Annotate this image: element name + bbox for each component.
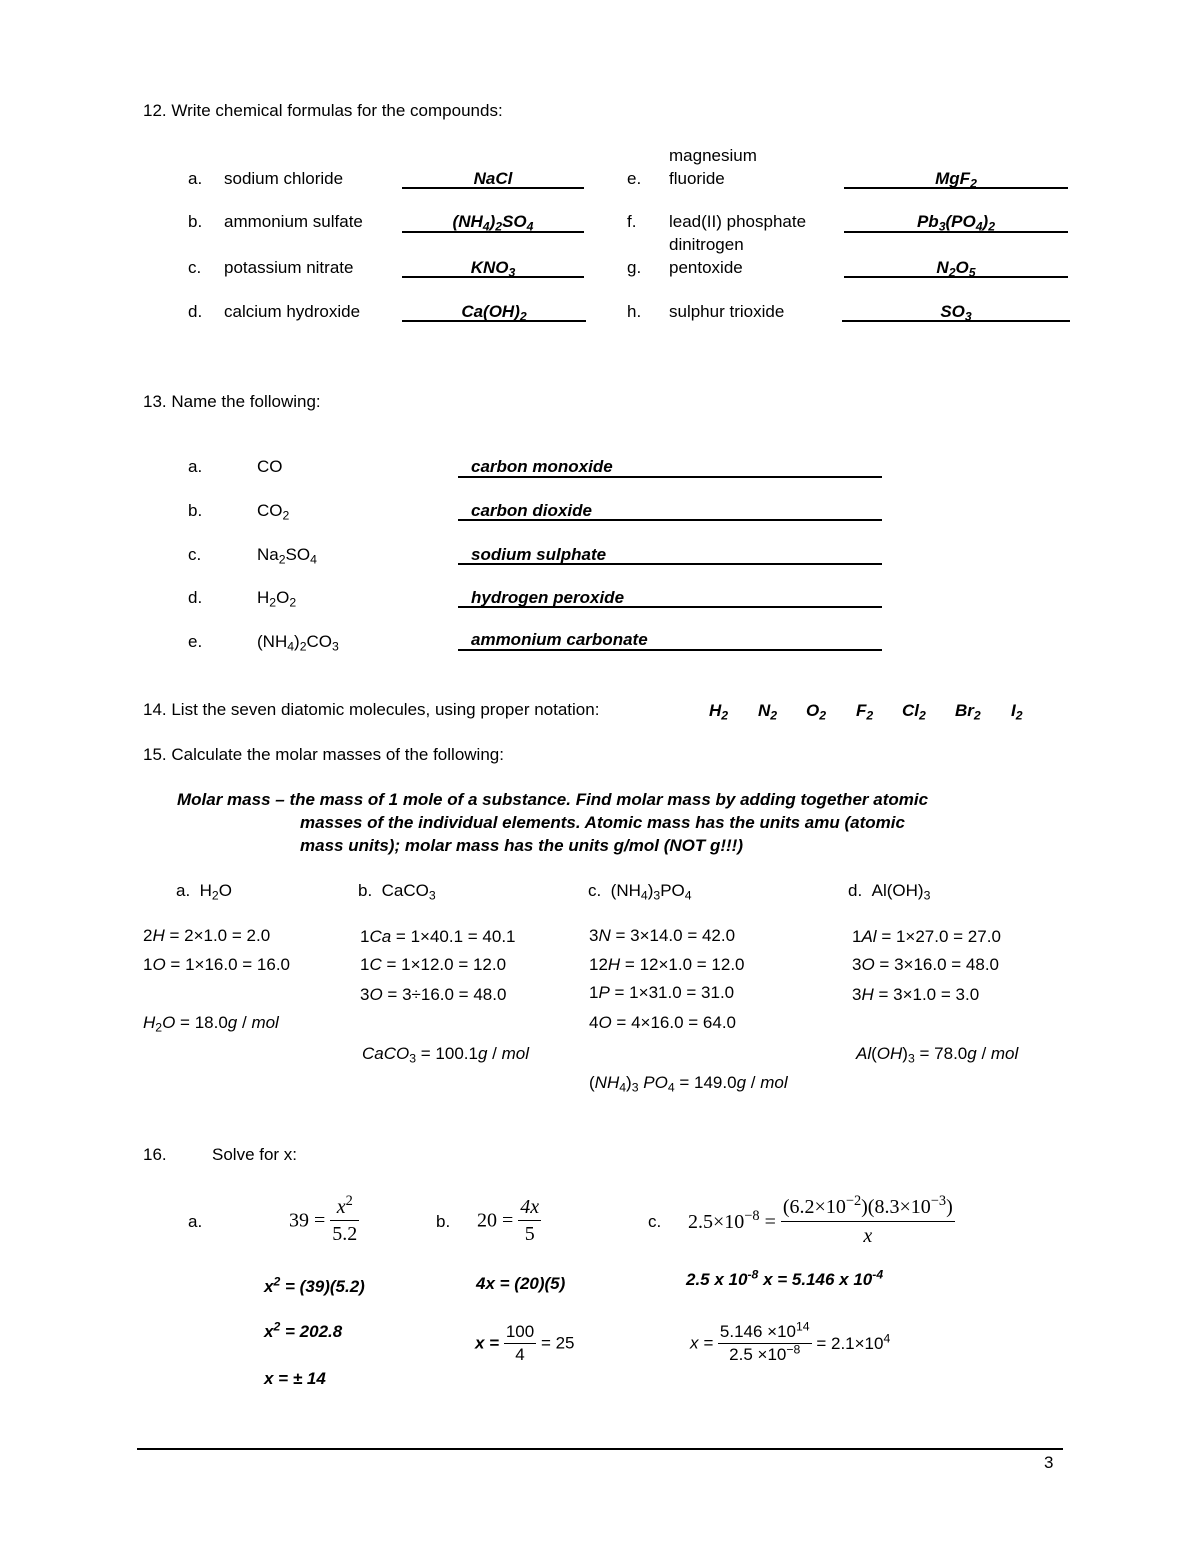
q15-a-total: $H_2O = 18.0g$ / mol: [143, 1013, 279, 1035]
q12-c-answer: $KNO_3$: [470, 258, 516, 280]
q16-a-step: $x^2 = 202.8$: [264, 1319, 343, 1341]
q12-c-letter: c.: [188, 258, 202, 277]
q13-b-formula: $CO_2$: [257, 501, 290, 523]
q12-a-answer: NaCl: [473, 169, 513, 188]
q14-molecule-o2: $O_2$: [806, 701, 827, 723]
q13-e-answer: ammonium carbonate: [471, 630, 648, 649]
q13-c-formula: $Na_2SO_4$: [257, 545, 317, 567]
q15-b-line: 1Ca = 1×40.1 = 40.1: [360, 927, 516, 946]
q15-c-header: c. $(NH_4)_3PO_4$: [588, 881, 692, 903]
q14-molecule-cl2: $Cl_2$: [902, 701, 926, 723]
q15-d-line: 1Al = 1×27.0 = 27.0: [852, 927, 1001, 946]
q15-d-header: d. $Al(OH)_3$: [848, 881, 931, 903]
page-number: 3: [1044, 1453, 1054, 1472]
q15-b-line: 1C = 1×12.0 = 12.0: [360, 955, 507, 974]
q12-e-answer: MgF$_2$: [935, 169, 977, 191]
q14-molecule-i2: $I_2$: [1011, 701, 1023, 723]
answer-line: [458, 649, 882, 651]
q15-d-total: $Al(OH)_3 = 78.0g$ / mol: [856, 1044, 1019, 1066]
q16-heading: Solve for x:: [212, 1145, 298, 1164]
answer-line: [402, 320, 586, 322]
q15-a-line: 2H = 2×1.0 = 2.0: [143, 926, 271, 945]
q16-b-label: b.: [436, 1212, 451, 1231]
q16-c-step2: x = $\frac{5.146 \times 10^{14}}{2.5 \times 10^{-8}}$ = $2.1\times 10^4$: [690, 1319, 891, 1364]
q12-g-answer: $N_2O_5$: [936, 258, 976, 280]
q13-b-letter: b.: [188, 501, 203, 520]
answer-line: [844, 187, 1068, 189]
answer-line: [458, 519, 882, 521]
q15-d-line: 3H = 3×1.0 = 3.0: [852, 985, 980, 1004]
q16-c-label: c.: [648, 1212, 662, 1231]
answer-line: [842, 320, 1070, 322]
q12-f-letter: f.: [627, 212, 637, 231]
q12-f-answer: $Pb_3(PO_4)_2$: [916, 212, 996, 234]
q13-a-letter: a.: [188, 457, 203, 476]
footer-rule: [137, 1448, 1063, 1450]
answer-line: [458, 476, 882, 478]
q12-h-name: sulphur trioxide: [669, 302, 785, 321]
q12-g-name-line1: dinitrogen: [669, 235, 744, 254]
q13-a-formula: CO: [257, 457, 283, 476]
q15-c-line: 4O = 4×16.0 = 64.0: [589, 1013, 737, 1032]
q16-b-equation: 20 = $\frac{4x}{5}$: [477, 1196, 540, 1245]
q15-b-total: CaCO$_3$ = 100.1g / mol: [362, 1044, 530, 1066]
q12-g-letter: g.: [627, 258, 642, 277]
q12-b-answer: $(NH_4)_2SO_4$: [452, 212, 534, 234]
q15-a-line: 1O = 1×16.0 = 16.0: [143, 955, 291, 974]
q16-c-step: 2.5 x $10^{-8}$ x = 5.146 x $10^{-4}$: [686, 1267, 884, 1289]
q12-a-name: sodium chloride: [224, 169, 344, 188]
q16-b-step2: x = $\frac{100}{4}$ = 25: [475, 1322, 575, 1364]
q12-d-letter: d.: [188, 302, 203, 321]
q13-b-answer: carbon dioxide: [471, 501, 592, 520]
q13-d-answer: hydrogen peroxide: [471, 588, 625, 607]
q12-d-answer: $Ca(OH)_2$: [461, 302, 527, 324]
q16-a-equation: 39 = $\frac{x^2}{5.2}$: [289, 1193, 358, 1245]
q12-e-letter: e.: [627, 169, 642, 188]
q14-molecule-n2: $N_2$: [758, 701, 778, 723]
answer-line: [402, 231, 584, 233]
answer-line: [402, 276, 584, 278]
q15-definition-line3: mass units); molar mass has the units g/mol (NOT g!!!): [300, 836, 743, 855]
q16-a-step: $x^2 = (39)(5.2)$: [264, 1274, 365, 1296]
q13-a-answer: carbon monoxide: [471, 457, 613, 476]
q12-heading: 12. Write chemical formulas for the compounds:: [143, 101, 503, 120]
q12-h-letter: h.: [627, 302, 642, 321]
q13-heading: 13. Name the following:: [143, 392, 321, 411]
q15-c-total: $(NH_4)_3$ $PO_4 = 149.0g$ / mol: [589, 1073, 788, 1095]
q16-a-step: x = ± 14: [264, 1369, 326, 1388]
q15-c-line: 3N = 3×14.0 = 42.0: [589, 926, 736, 945]
q12-e-name-line1: magnesium: [669, 146, 757, 165]
q16-b-step: 4x = (20)(5): [476, 1274, 566, 1293]
q13-d-formula: $H_2O_2$: [257, 588, 297, 610]
q15-definition-line2: masses of the individual elements. Atomic mass has the units amu (atomic: [300, 813, 905, 832]
q15-c-line: 12H = 12×1.0 = 12.0: [589, 955, 745, 974]
q15-heading: 15. Calculate the molar masses of the following:: [143, 745, 504, 764]
answer-line: [844, 231, 1068, 233]
q13-c-letter: c.: [188, 545, 202, 564]
q13-d-letter: d.: [188, 588, 203, 607]
answer-line: [402, 187, 584, 189]
q12-d-name: calcium hydroxide: [224, 302, 361, 321]
q13-c-answer: sodium sulphate: [471, 545, 607, 564]
q14-molecule-br2: $Br_2$: [955, 701, 981, 723]
q12-c-name: potassium nitrate: [224, 258, 354, 277]
q15-b-line: 3O = 3÷16.0 = 48.0: [360, 985, 507, 1004]
q12-b-name: ammonium sulfate: [224, 212, 363, 231]
q16-number: 16.: [143, 1145, 167, 1164]
q12-h-answer: $SO_3$: [940, 302, 972, 324]
q12-e-name-line2: fluoride: [669, 169, 725, 188]
q14-molecule-f2: $F_2$: [856, 701, 874, 723]
q14-molecule-h2: $H_2$: [709, 701, 729, 723]
q14-heading: 14. List the seven diatomic molecules, using proper notation:: [143, 700, 600, 719]
q15-c-line: 1P = 1×31.0 = 31.0: [589, 983, 735, 1002]
q12-a-letter: a.: [188, 169, 203, 188]
q12-b-letter: b.: [188, 212, 203, 231]
answer-line: [458, 606, 882, 608]
q13-e-letter: e.: [188, 632, 203, 651]
answer-line: [844, 276, 1068, 278]
q15-a-header: a. $H_2O$: [176, 881, 232, 903]
q15-definition-line1: Molar mass – the mass of 1 mole of a substance. Find molar mass by adding together atomic: [177, 790, 929, 809]
q12-g-name-line2: pentoxide: [669, 258, 743, 277]
q12-f-name: lead(II) phosphate: [669, 212, 807, 231]
q15-b-header: b. CaCO$_3$: [358, 881, 436, 903]
q15-d-line: 3O = 3×16.0 = 48.0: [852, 955, 1000, 974]
answer-line: [458, 563, 882, 565]
q16-a-label: a.: [188, 1212, 203, 1231]
q16-c-equation: $2.5\times 10^{-8}$ = $\frac{(6.2\times 10^{-2})(8.3\times 10^{-3})}{x}$: [688, 1193, 955, 1250]
q13-e-formula: $(NH_4)_2CO_3$: [257, 632, 339, 654]
